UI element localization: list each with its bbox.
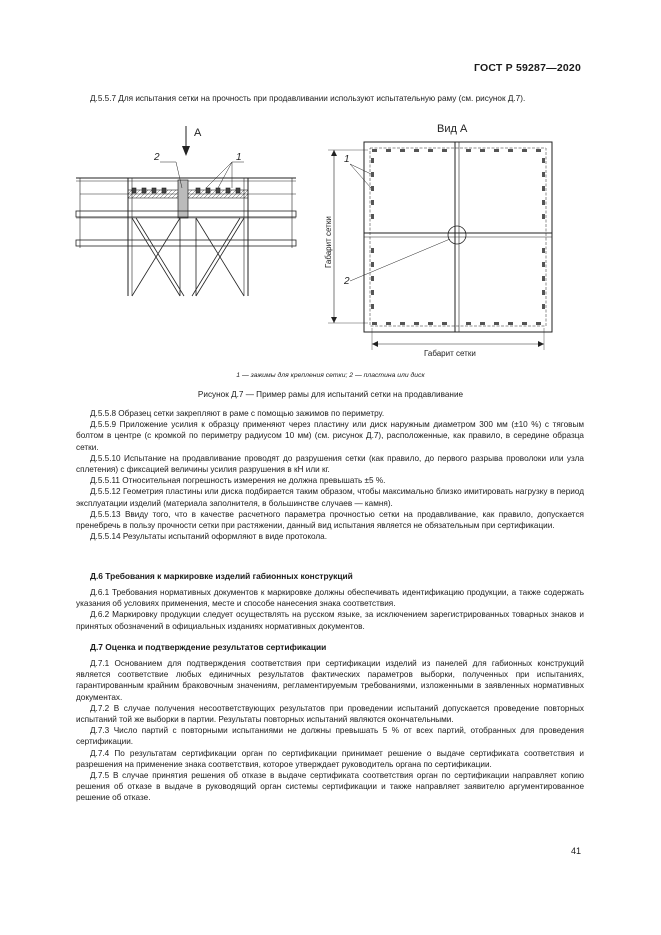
paragraph-d5514: Д.5.5.14 Результаты испытаний оформляют в виде протокола. [90,532,327,542]
paragraph-d61: Д.6.1 Требования нормативных документов к маркировке должны обеспечивать идентификацию продукции, а также содержать указания об условиях применения, месте и способе нанесения знака соответствия. [76,588,584,609]
section-d5-text [76,408,584,542]
plan-view [324,123,552,358]
paragraph-d71: Д.7.1 Основанием для подтверждения соответствия при сертификации изделий из панелей для габионных конструкций является соответствие любых единичных результатов фактических параметров выборки, полученных при испытаниях, гарантированным крайним браковочным значениям, регламентируемым требованиями, изложенными в заявленных нормативных документах. [76,659,584,702]
paragraph-d72: Д.7.2 В случае получения несоответствующих результатов при проведении испытаний допускается проведение повторных испытаний той же выборки в партии. Результаты повторных испытаний являются окончательными. [76,703,584,725]
page-number: 41 [570,846,581,856]
paragraph-d62: Д.6.2 Маркировку продукции следует осуществлять на русском языке, за исключением зарегистрированных товарных знаков и принятых обозначений в официальных изданиях нормативных документов. [76,610,584,631]
section-d6-title: Д.6 Требования к маркировке изделий габионных конструкций [90,571,353,581]
intro-paragraph [76,93,584,104]
view-title: Вид А [437,123,468,135]
callout-1-left: 1 [236,152,242,163]
figure-caption: Рисунок Д.7 — Пример рамы для испытаний сетки на продавливание [197,390,464,399]
paragraph-d557: Д.5.5.7 Для испытания сетки на прочность при продавливании используют испытательную раму (см. рисунок Д.7). [90,94,526,103]
figure-d7 [0,118,661,363]
section-d6-text [76,587,584,632]
callout-2-left: 2 [154,152,160,163]
section-d7-title: Д.7 Оценка и подтверждение результатов сертификации [90,642,327,652]
paragraph-d5510: Д.5.5.10 Испытание на продавливание проводят до разрушения сетки (как правило, до первого разрыва проволоки или узла сплетения) с фиксацией величины усилия разрушения в кН или кг. [76,453,584,475]
truss-diagonals [132,218,244,296]
section-d7-text [76,658,584,804]
paragraph-d74: Д.7.4 По результатам сертификации орган по сертификации принимает решение о выдаче сертификата соответствия и разрешения на применение знака соответствия, которое утверждает руководитель органа по сертификации. [76,748,584,769]
paragraph-d558: Д.5.5.8 Образец сетки закрепляют в раме с помощью зажимов по периметру. [90,409,385,418]
paragraph-d73: Д.7.3 Число партий с повторными испытаниями не должны превышать 5 % от всех партий, отобранных для проведения сертификации. [76,726,584,747]
view-arrow-label: А [194,127,202,139]
paragraph-d559: Д.5.5.9 Приложение усилия к образцу применяют через пластину или диск наружным диаметром 300 мм (±10 %) с тяговым болтом в центре (с кромкой по периметру радиусом 10 мм) (см. рисунок Д.7), расположенные, как правило, в середине образца сетки. [76,420,584,452]
document-code: ГОСТ Р 59287—2020 [473,62,581,74]
view-arrow-head [182,146,190,156]
callout-1-right: 1 [344,154,350,165]
paragraph-d75: Д.7.5 В случае принятия решения об отказе в выдаче сертификата соответствия орган по сертификации направляет копию решения об отказе в выдаче в руководящий орган системы сертификации и также направляет заявителю аргументированное решение об отказе. [76,771,584,803]
paragraph-d5511: Д.5.5.11 Относительная погрешность измерения не должна превышать ±5 %. [90,476,386,486]
paragraph-d5513: Д.5.5.13 Ввиду того, что в качестве расчетного параметра прочностью сетки на продавливание, как правило, допускается пренебречь в пользу прочности сетки при растяжении, данный вид испытания является не обязательным при сертификации. [76,509,584,531]
figure-legend: 1 — зажимы для крепления сетки; 2 — пластина или диск [236,372,425,379]
dimension-horizontal: Габарит сетки [424,349,476,358]
paragraph-d5512: Д.5.5.12 Геометрия пластины или диска подбирается таким образом, чтобы максимально близко имитировать нагрузку в период эксплуатации изделий (материала заполнителя, в большинстве случаев — камня). [76,487,584,508]
callout-2-right: 2 [344,276,350,287]
dimension-vertical: Габарит сетки [324,216,333,268]
side-elevation [76,126,296,296]
test-plate [178,180,188,218]
centre-disc [448,226,466,244]
